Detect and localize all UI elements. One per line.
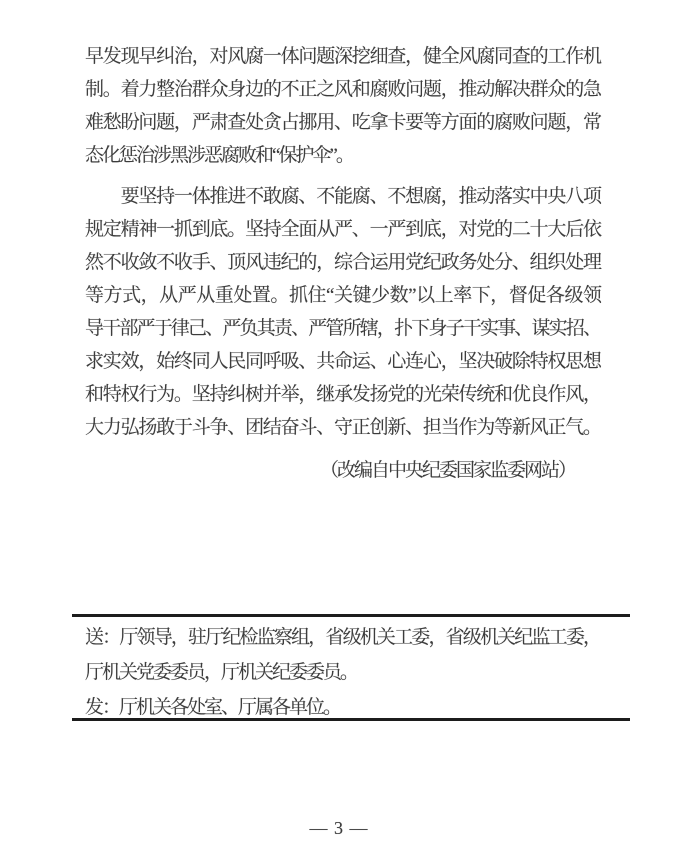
document-body xyxy=(85,40,600,487)
text-line: 制。着力整治群众身边的不正之风和腐败问题，推动解决群众的急 xyxy=(85,79,600,100)
text-line: 早发现早纠治，对风腐一体问题深挖细查，健全风腐同查的工作机 xyxy=(85,46,600,67)
text-line: 难愁盼问题，严肃查处贪占挪用、吃拿卡要等方面的腐败问题，常 xyxy=(85,112,600,133)
text-line: 等方式，从严从重处置。抓住“关键少数”以上率下，督促各级领 xyxy=(85,285,600,306)
distribution-rule-top xyxy=(72,614,630,617)
text-line: 和特权行为。坚持纠树并举，继承发扬党的光荣传统和优良作风， xyxy=(85,384,600,405)
text-line: 厅机关党委委员，厅机关纪委委员。 xyxy=(85,662,358,683)
text-line: 发：厅机关各处室、厅属各单位。 xyxy=(85,697,341,718)
paragraph xyxy=(85,40,600,172)
text-line: 求实效，始终同人民同呼吸、共命运、心连心，坚决破除特权思想 xyxy=(85,351,600,372)
text-line: 态化惩治涉黑涉恶腐败和“保护伞”。 xyxy=(85,145,353,166)
text-line: 然不收敛不收手、顶风违纪的，综合运用党纪政务处分、组织处理 xyxy=(85,252,600,273)
text-line: 大力弘扬敢于斗争、团结奋斗、守正创新、担当作为等新风正气。 xyxy=(85,417,600,438)
paragraph xyxy=(85,180,600,444)
attribution-line: （改编自中央纪委国家监委网站） xyxy=(319,460,575,481)
page-number: — 3 — xyxy=(309,818,369,838)
text-line: 导干部严于律己、严负其责、严管所辖，扑下身子干实事、谋实招、 xyxy=(85,318,600,339)
text-line: 要坚持一体推进不敢腐、不能腐、不想腐，推动落实中央八项 xyxy=(85,186,600,207)
distribution-rule-bottom xyxy=(72,718,630,721)
distribution-block xyxy=(85,620,600,725)
text-line: 送：厅领导，驻厅纪检监察组，省级机关工委，省级机关纪监工委， xyxy=(85,627,600,648)
text-line: 规定精神一抓到底。坚持全面从严、一严到底，对党的二十大后依 xyxy=(85,219,600,240)
